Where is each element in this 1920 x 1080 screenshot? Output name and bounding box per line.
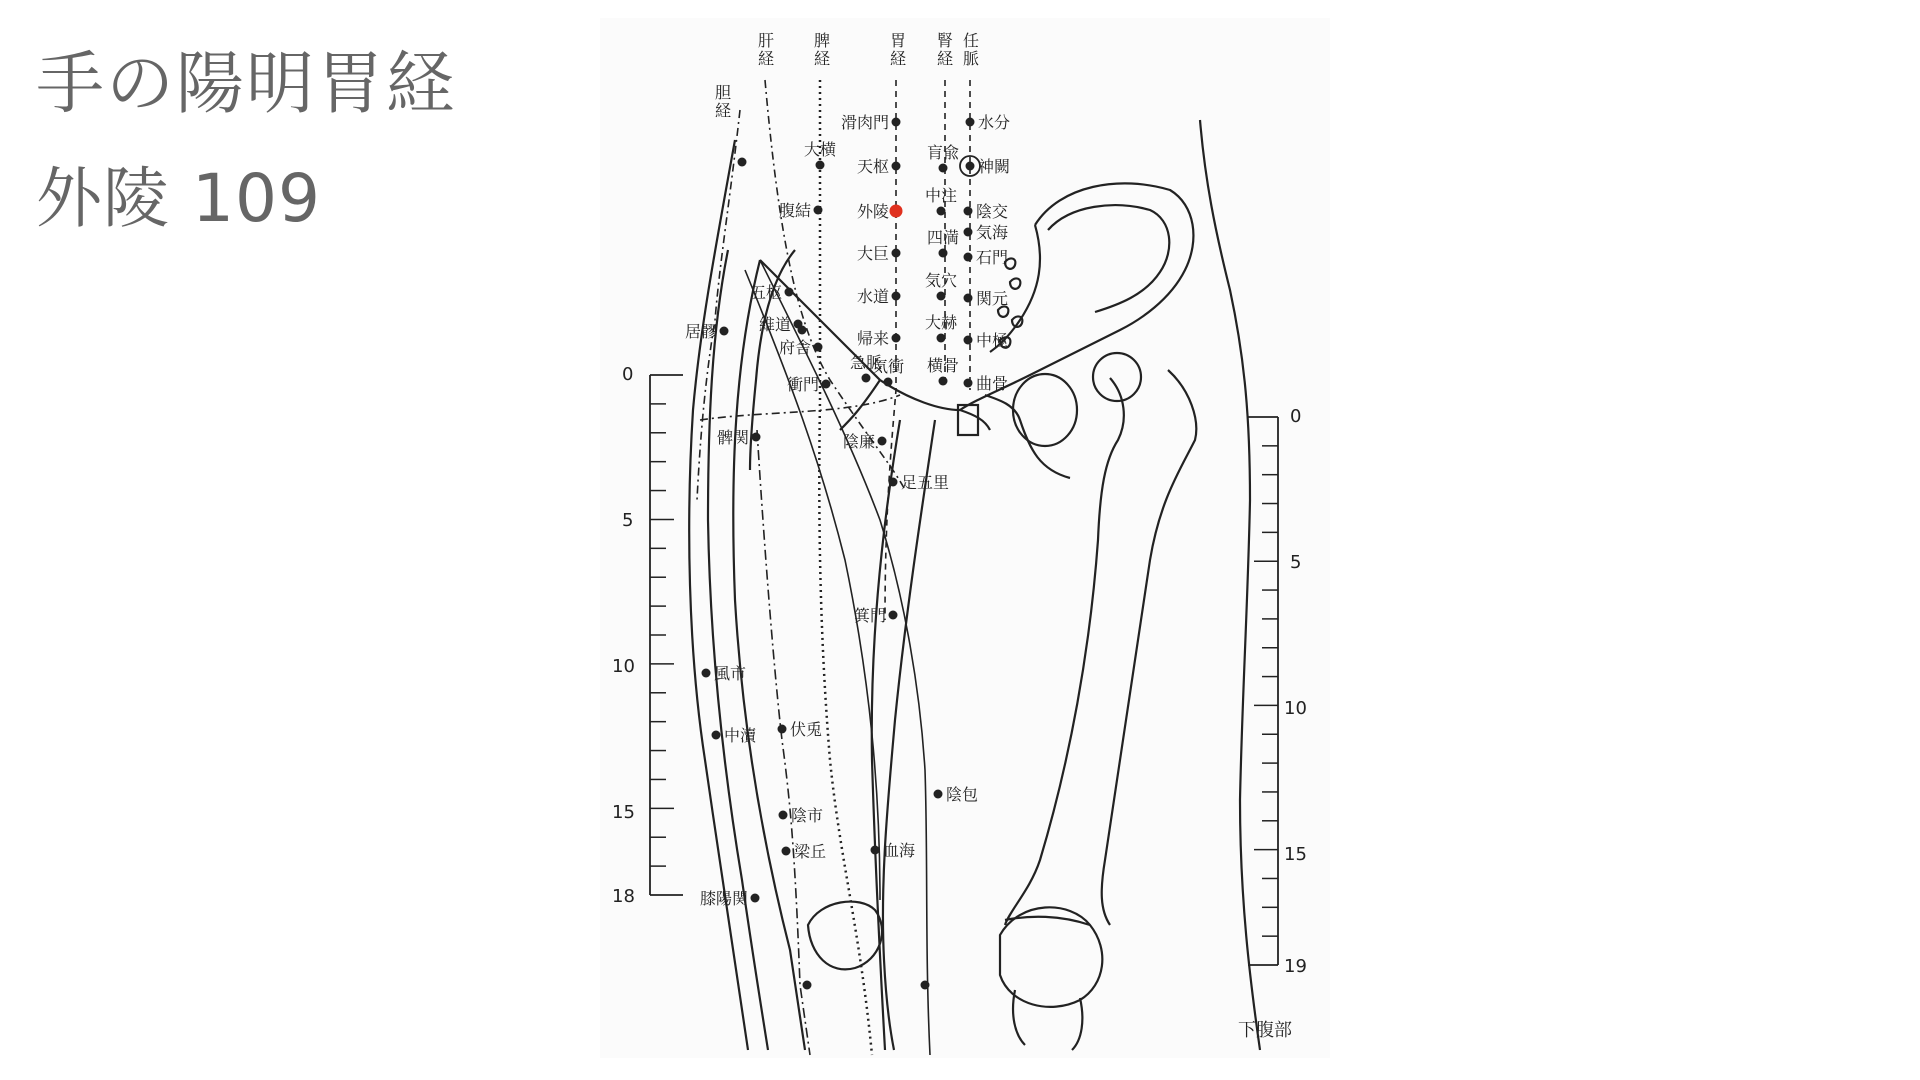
- acupoint-kyoryo-label: 居髎: [684, 322, 717, 341]
- acupoint-koyu-dot: [939, 164, 948, 173]
- acupoint-fusha-dot: [814, 343, 823, 352]
- region-label: 下腹部: [1238, 1020, 1292, 1041]
- acupoint-shiman-label: 四満: [926, 228, 960, 247]
- meridian-spleen-c1: 脾: [814, 31, 831, 50]
- right-scale-label-5: 5: [1290, 552, 1302, 573]
- right-scale-label-19: 19: [1284, 956, 1307, 977]
- page-title: 手の陽明胃経: [36, 45, 457, 124]
- acupoint-suibun-dot: [966, 118, 975, 127]
- acupoint-kyumyaku-label: 急脈: [849, 353, 883, 372]
- left-scale-label-15: 15: [612, 802, 635, 823]
- acupoint-inpo-label: 陰包: [946, 785, 979, 804]
- acupoint-gosu-label: 五枢: [749, 283, 782, 302]
- acupoint-kirai-dot: [892, 334, 901, 343]
- acupoint-shinketsu-dot: [966, 162, 975, 171]
- acupoint-kirai-label: 帰来: [856, 329, 889, 348]
- acupoint-kyoryo-dot: [720, 327, 729, 336]
- acupoint-hikan-label: 髀関: [716, 428, 749, 447]
- meridian-spleen: [814, 31, 830, 68]
- acupoint-kekkai-label: 血海: [883, 841, 916, 860]
- acupoint-suibun-label: 水分: [978, 113, 1011, 132]
- acupoint-katsunikumon-dot: [892, 118, 901, 127]
- acupoint-fukketsu-dot: [814, 206, 823, 215]
- unlabeled-point-dot: [803, 981, 812, 990]
- meridian-kidney: [937, 31, 953, 68]
- acupoint-futo-dot: [778, 725, 787, 734]
- acupoint-tensu-label: 天枢: [856, 157, 889, 176]
- acupoint-kiketsu-label: 気穴: [924, 271, 958, 290]
- acupoint-ashigori-dot: [889, 478, 898, 487]
- acupoint-kyokotsu-label: 曲骨: [976, 374, 1009, 393]
- acupoint-shomon-dot: [822, 380, 831, 389]
- acupoint-koyu-label: 肓兪: [926, 143, 960, 162]
- acupoint-okotsu-label: 横骨: [926, 356, 960, 375]
- acupoint-gairyo-label: 外陵: [856, 202, 889, 221]
- right-scale-label-10: 10: [1284, 698, 1307, 719]
- unlabeled-point-dot: [798, 326, 807, 335]
- unlabeled-point-dot: [921, 981, 930, 990]
- acupoint-chutoku-label: 中瀆: [724, 726, 757, 745]
- acupoint-chukyoku-label: 中極: [976, 331, 1009, 350]
- acupoint-chuchu-label: 中注: [924, 186, 958, 205]
- acupoint-fushi-label: 風市: [714, 664, 747, 683]
- acupoint-kyokotsu-dot: [964, 379, 973, 388]
- acupoint-fusha-label: 府舎: [778, 338, 811, 357]
- meridian-stomach-c1: 胃: [890, 31, 907, 50]
- acupoint-hizayokan-label: 膝陽関: [699, 889, 748, 908]
- acupoint-suido-dot: [892, 292, 901, 301]
- acupoint-daiko-dot: [892, 249, 901, 258]
- acupoint-inko-label: 陰交: [976, 202, 1009, 221]
- acupoint-shiman-dot: [939, 249, 948, 258]
- acupoint-futo-label: 伏兎: [790, 720, 823, 739]
- acupoint-sekimon-dot: [964, 253, 973, 262]
- meridian-stomach: [890, 31, 906, 68]
- acupoint-hizayokan-dot: [751, 894, 760, 903]
- acupoint-kisho-dot: [884, 378, 893, 387]
- left-scale-label-0: 0: [622, 364, 634, 385]
- unlabeled-point-dot: [738, 158, 747, 167]
- acupoint-shinketsu-label: 神闕: [978, 157, 1011, 176]
- acupoint-kimon-dot: [889, 611, 898, 620]
- meridian-gallbladder-c2: 経: [715, 101, 732, 120]
- acupoint-chuchu-dot: [937, 207, 946, 216]
- meridian-kidney-c2: 経: [937, 49, 954, 68]
- acupoint-inko-dot: [964, 207, 973, 216]
- acupoint-kekkai-dot: [871, 846, 880, 855]
- acupoint-kangen-label: 関元: [976, 289, 1009, 308]
- acupoint-gosu-dot: [785, 288, 794, 297]
- acupoint-kisho-label: 気衝: [871, 357, 905, 376]
- meridian-spleen-c2: 経: [814, 49, 831, 68]
- meridian-gallbladder: [715, 83, 731, 120]
- acupoint-fukketsu-label: 腹結: [778, 201, 811, 220]
- acupoint-inren-label: 陰廉: [842, 432, 875, 451]
- meridian-conception: [963, 31, 979, 68]
- acupoint-daiko-label: 大巨: [856, 244, 889, 263]
- right-scale-label-15: 15: [1284, 844, 1307, 865]
- right-scale-label-0: 0: [1290, 406, 1302, 427]
- acupoint-chutoku-dot: [712, 731, 721, 740]
- acupoint-chukyoku-dot: [964, 336, 973, 345]
- acupoint-daikaku-label: 大赫: [924, 313, 958, 332]
- meridian-conception-c1: 任: [963, 31, 980, 50]
- meridian-conception-c2: 脈: [963, 49, 980, 68]
- acupoint-katsunikumon-label: 滑肉門: [840, 113, 889, 132]
- acupoint-inshi-label: 陰市: [791, 806, 824, 825]
- acupoint-kikai-label: 気海: [976, 223, 1009, 242]
- acupoint-kyumyaku-dot: [862, 374, 871, 383]
- acupoint-kangen-dot: [964, 294, 973, 303]
- acupoint-sekimon-label: 石門: [976, 248, 1009, 267]
- acupoint-idou-label: 維道: [758, 315, 791, 334]
- meridian-liver-c1: 肝: [758, 31, 775, 50]
- acupoint-tensu-dot: [892, 162, 901, 171]
- acupoint-ryokyu-label: 梁丘: [794, 842, 827, 861]
- acupoint-inpo-dot: [934, 790, 943, 799]
- acupoint-kiketsu-dot: [937, 292, 946, 301]
- acupoint-daio-label: 大横: [803, 140, 837, 159]
- acupoint-suido-label: 水道: [856, 287, 889, 306]
- acupoint-gairyo-dot: [890, 205, 903, 218]
- acupoint-shomon-label: 衝門: [786, 375, 819, 394]
- acupoint-ryokyu-dot: [782, 847, 791, 856]
- acupoint-daikaku-dot: [937, 334, 946, 343]
- acupoint-hikan-dot: [752, 433, 761, 442]
- left-scale-label-10: 10: [612, 656, 635, 677]
- meridian-liver-c2: 経: [758, 49, 775, 68]
- acupoint-kimon-label: 箕門: [853, 606, 886, 625]
- meridian-kidney-c1: 腎: [937, 31, 954, 50]
- point-subtitle: 外陵 109: [36, 160, 321, 237]
- left-scale-label-18: 18: [612, 886, 635, 907]
- meridian-stomach-c2: 経: [890, 49, 907, 68]
- acupoint-ashigori-label: 足五里: [901, 473, 950, 492]
- meridian-gallbladder-c1: 胆: [715, 83, 732, 102]
- acupoint-fushi-dot: [702, 669, 711, 678]
- left-scale-label-5: 5: [622, 510, 634, 531]
- acupoint-kikai-dot: [964, 228, 973, 237]
- acupoint-inren-dot: [878, 437, 887, 446]
- acupoint-daio-dot: [816, 161, 825, 170]
- acupoint-okotsu-dot: [939, 377, 948, 386]
- acupoint-inshi-dot: [779, 811, 788, 820]
- meridian-liver: [758, 31, 774, 68]
